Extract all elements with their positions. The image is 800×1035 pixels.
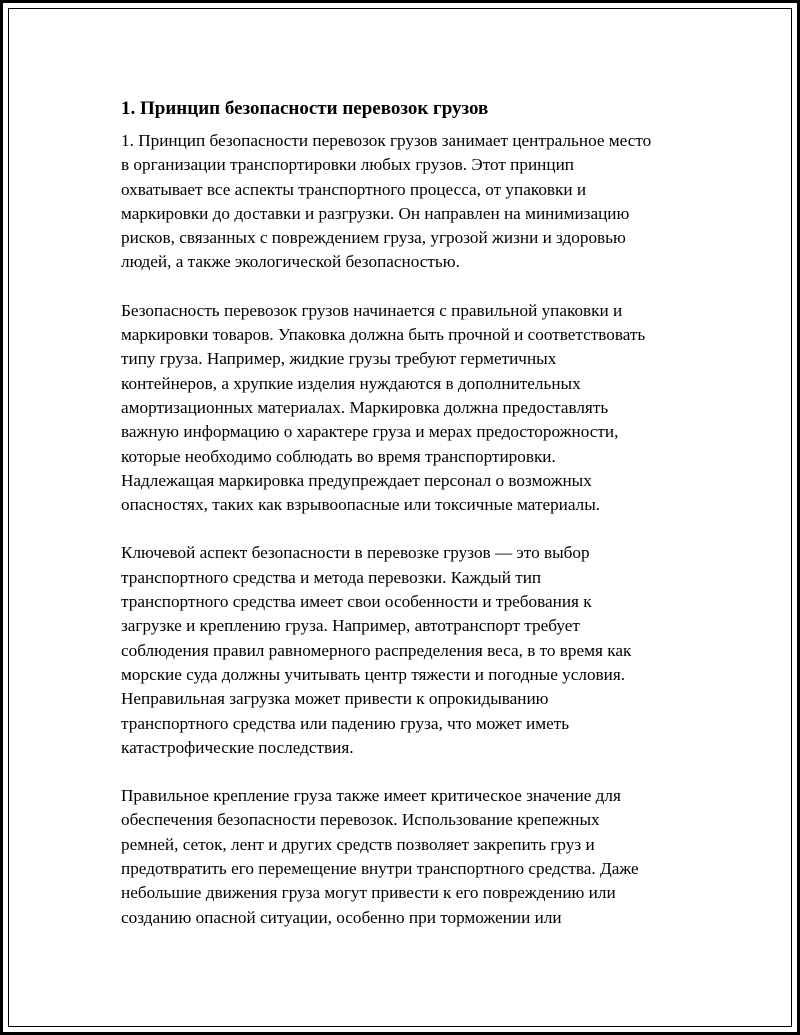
paragraph-cargo-securing <box>121 784 701 930</box>
paragraph-line: охватывает все аспекты транспортного процесса, от упаковки и <box>121 179 587 199</box>
paragraph-line: созданию опасной ситуации, особенно при торможении или <box>121 907 562 927</box>
paragraph-line: транспортного средства имеет свои особенности и требования к <box>121 592 592 612</box>
paragraph-line: рисков, связанных с повреждением груза, угрозой жизни и здоровью <box>121 228 626 248</box>
paragraph-line: Надлежащая маркировка предупреждает персонал о возможных <box>121 470 592 490</box>
paragraph-transport-choice <box>121 541 701 760</box>
paragraph-line: 1. Принцип безопасности перевозок грузов занимает центральное место <box>121 131 652 150</box>
paragraph-line: важную информацию о характере груза и мерах предосторожности, <box>121 422 619 442</box>
paragraph-line: Неправильная загрузка может привести к опрокидыванию <box>121 689 549 709</box>
paragraph-line: обеспечения безопасности перевозок. Использование крепежных <box>121 810 600 830</box>
paragraph-line: которые необходимо соблюдать во время транспортировки. <box>121 446 556 466</box>
paragraph-line: катастрофические последствия. <box>121 737 354 757</box>
paragraph-line: амортизационных материалах. Маркировка должна предоставлять <box>121 397 609 417</box>
paragraph-line: морские суда должны учитывать центр тяжести и погодные условия. <box>121 664 626 684</box>
paragraph-line: контейнеров, а хрупкие изделия нуждаются в дополнительных <box>121 373 581 393</box>
paragraph-line: людей, а также экологической безопасностью. <box>121 252 460 272</box>
paragraph-line: маркировки до доставки и разгрузки. Он направлен на минимизацию <box>121 203 630 223</box>
paragraph-line: Правильное крепление груза также имеет критическое значение для <box>121 786 621 806</box>
paragraph-line: транспортного средства и метода перевозки. Каждый тип <box>121 567 542 587</box>
paragraph-line: Безопасность перевозок грузов начинается с правильной упаковки и <box>121 300 623 320</box>
paragraph-line: Ключевой аспект безопасности в перевозке грузов — это выбор <box>121 543 590 563</box>
paragraph-line: типу груза. Например, жидкие грузы требуют герметичных <box>121 349 557 369</box>
paragraph-line: опасностях, таких как взрывоопасные или токсичные материалы. <box>121 495 601 515</box>
paragraph-line: небольшие движения груза могут привести к его повреждению или <box>121 883 616 903</box>
paragraph-line: предотвратить его перемещение внутри транспортного средства. Даже <box>121 859 639 879</box>
paragraph-line: соблюдения правил равномерного распределения веса, в то время как <box>121 640 632 660</box>
paragraph-line: транспортного средства или падению груза, что может иметь <box>121 713 570 733</box>
paragraph-line: в организации транспортировки любых грузов. Этот принцип <box>121 155 574 175</box>
document-body <box>121 96 701 954</box>
paragraph-line: маркировки товаров. Упаковка должна быть прочной и соответствовать <box>121 325 646 345</box>
paragraph-intro <box>121 129 701 275</box>
paragraph-packaging <box>121 299 701 518</box>
paragraph-line: загрузке и креплению груза. Например, автотранспорт требует <box>121 616 580 636</box>
paragraph-line: ремней, сеток, лент и других средств позволяет закрепить груз и <box>121 834 595 854</box>
section-heading: 1. Принцип безопасности перевозок грузов <box>121 98 489 119</box>
